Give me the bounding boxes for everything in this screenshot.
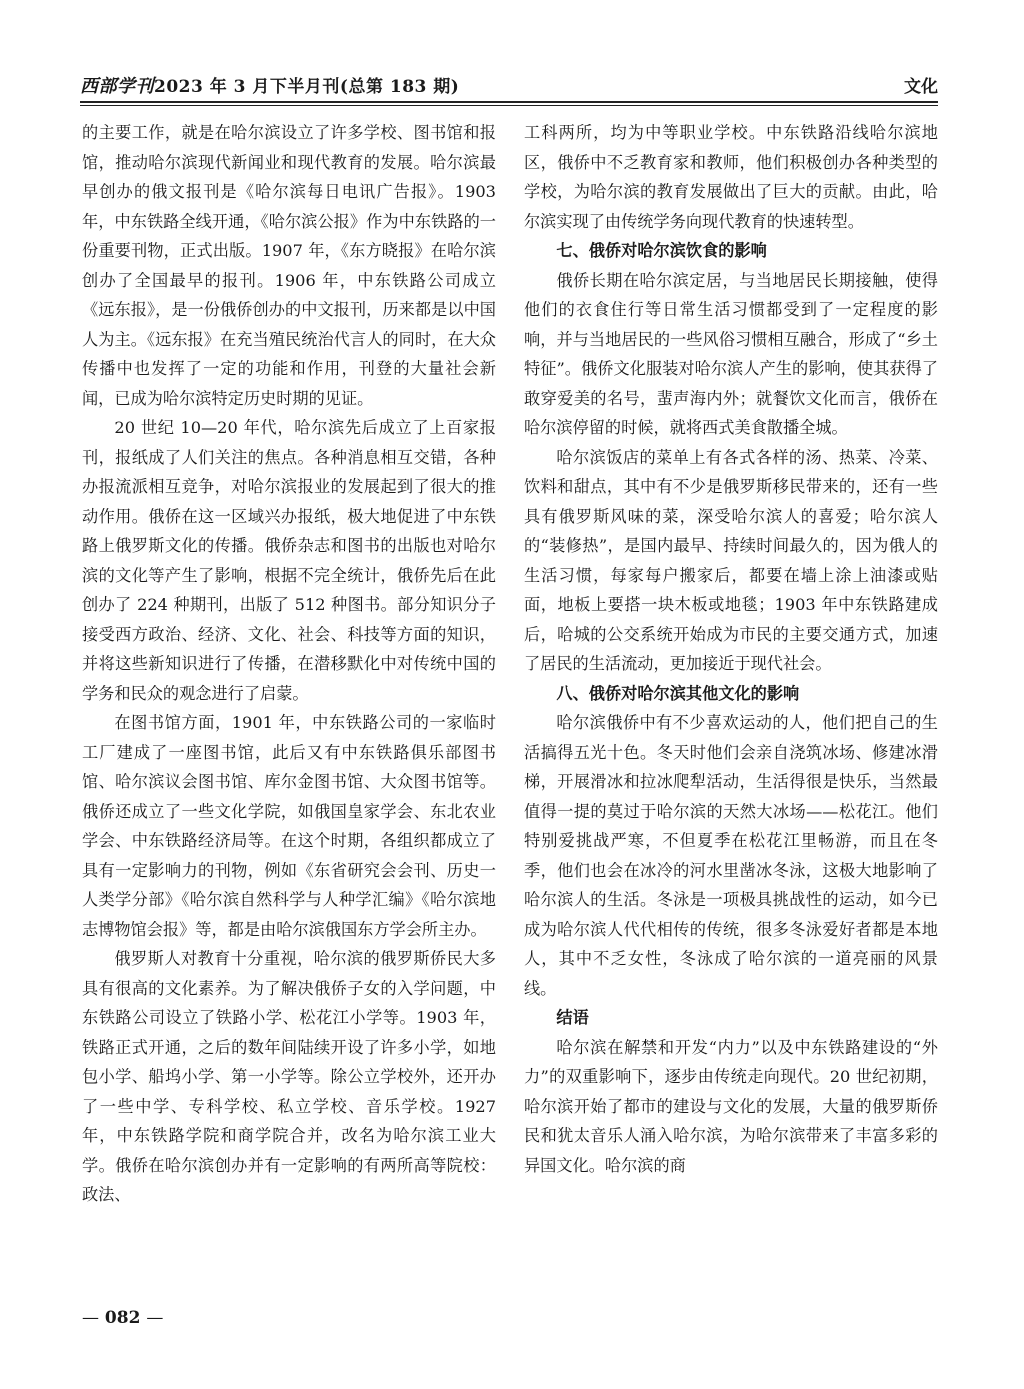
footer-dash-left: — — [82, 1308, 99, 1328]
section-heading: 八、俄侨对哈尔滨其他文化的影响 — [556, 683, 800, 703]
left-column — [82, 118, 496, 1308]
paragraph: 哈尔滨俄侨中有不少喜欢运动的人，他们把自己的生活搞得五光十色。冬天时他们会亲自浇筑冰场、修建冰滑梯，开展滑冰和拉冰爬犁活动，生活得很是快乐，当然最值得一提的莫过于哈尔滨的天然大冰场——松花江。他们特别爱挑战严寒，不但夏季在松花江里畅游，而且在冬季，他们也会在冰冷的河水里凿冰冬泳，这极大地影响了哈尔滨人的生活。冬泳是一项极具挑战性的运动，如今已成为哈尔滨人代代相传的传统，很多冬泳爱好者都是本地人，其中不乏女性，冬泳成了哈尔滨的一道亮丽的风景线。 — [524, 713, 938, 998]
section-label: 文化 — [904, 77, 938, 97]
footer-dash-right: — — [146, 1308, 164, 1328]
paragraph: 俄罗斯人对教育十分重视，哈尔滨的俄罗斯侨民大多具有很高的文化素养。为了解决俄侨子女的入学问题，中东铁路公司设立了铁路小学、松花江小学等。1903 年，铁路正式开通，之后的数年间陆续开设了许多小学，如地包小学、船坞小学、第一小学等。除公立学校外，还开办了一些中学、专科学校、私立学校、音乐学校。1927 年，中东铁路学院和商学院合并，改名为哈尔滨工业大学。俄侨在哈尔滨创办并有一定影响的有两所高等院校：政法、 — [82, 949, 496, 1204]
paragraph: 俄侨长期在哈尔滨定居，与当地居民长期接触，使得他们的衣食住行等日常生活习惯都受到了一定程度的影响，并与当地居民的一些风俗习惯相互融合，形成了“乡土特征”。俄侨文化服装对哈尔滨人产生的影响，使其获得了敢穿爱美的名号，蜚声海内外；就餐饮文化而言，俄侨在哈尔滨停留的时候，就将西式美食散播全城。 — [524, 270, 938, 437]
header-rule-thin — [80, 105, 938, 106]
paragraph: 工科两所，均为中等职业学校。中东铁路沿线哈尔滨地区，俄侨中不乏教育家和教师，他们积极创办各种类型的学校，为哈尔滨的教育发展做出了巨大的贡献。由此，哈尔滨实现了由传统学务向现代教育的快速转型。 — [524, 123, 938, 231]
paragraph: 哈尔滨在解禁和开发“内力”以及中东铁路建设的“外力”的双重影响下，逐步由传统走向现代。20 世纪初期，哈尔滨开始了都市的建设与文化的发展，大量的俄罗斯侨民和犹太音乐人涌入哈尔滨，为哈尔滨带来了丰富多彩的异国文化。哈尔滨的商 — [524, 1037, 938, 1175]
paragraph: 哈尔滨饭店的菜单上有各式各样的汤、热菜、冷菜、饮料和甜点，其中有不少是俄罗斯移民带来的，还有一些具有俄罗斯风味的菜，深受哈尔滨人的喜爱；哈尔滨人的“装修热”，是国内最早、持续时间最久的，因为俄人的生活习惯，每家每户搬家后，都要在墙上涂上油漆或贴面，地板上要搭一块木板或地毯；1903 年中东铁路建成后，哈城的公交系统开始成为市民的主要交通方式，加速了居民的生活流动，更加接近于现代社会。 — [524, 447, 938, 673]
page-footer — [82, 1308, 163, 1328]
section-heading: 七、俄侨对哈尔滨饮食的影响 — [556, 241, 767, 260]
issue-info: 2023 年 3 月下半月刊(总第 183 期) — [154, 77, 460, 97]
section-heading: 结语 — [556, 1008, 589, 1027]
journal-logo: 西部学刊 — [80, 76, 154, 96]
paragraph: 的主要工作，就是在哈尔滨设立了许多学校、图书馆和报馆，推动哈尔滨现代新闻业和现代教育的发展。哈尔滨最早创办的俄文报刊是《哈尔滨每日电讯广告报》。1903 年，中东铁路全线开通，《哈尔滨公报》作为中东铁路的一份重要刊物，正式出版。1907 年，《东方晓报》在哈尔滨创办了全国最早的报刊。1906 年，中东铁路公司成立《远东报》，是一份俄侨创办的中文报刊，历来都是以中国人为主。《远东报》在充当殖民统治代言人的同时，在大众传播中也发挥了一定的功能和作用，刊登的大量社会新闻，已成为哈尔滨特定历史时期的见证。 — [82, 123, 496, 408]
paragraph: 20 世纪 10—20 年代，哈尔滨先后成立了上百家报刊，报纸成了人们关注的焦点。各种消息相互交错，各种办报流派相互竞争，对哈尔滨报业的发展起到了很大的推动作用。俄侨在这一区域兴办报纸，极大地促进了中东铁路上俄罗斯文化的传播。俄侨杂志和图书的出版也对哈尔滨的文化等产生了影响，根据不完全统计，俄侨先后在此创办了 224 种期刊，出版了 512 种图书。部分知识分子接受西方政治、经济、文化、社会、科技等方面的知识，并将这些新知识进行了传播，在潜移默化中对传统中国的学务和民众的观念进行了启蒙。 — [82, 418, 496, 703]
page-number: 082 — [104, 1308, 141, 1328]
paragraph: 在图书馆方面，1901 年，中东铁路公司的一家临时工厂建成了一座图书馆，此后又有中东铁路俱乐部图书馆、哈尔滨议会图书馆、库尔金图书馆、大众图书馆等。俄侨还成立了一些文化学院，如俄国皇家学会、东北农业学会、中东铁路经济局等。在这个时期，各组织都成立了具有一定影响力的刊物，例如《东省研究会会刊、历史一人类学分部》《哈尔滨自然科学与人种学汇编》《哈尔滨地志博物馆会报》等，都是由哈尔滨俄国东方学会所主办。 — [82, 713, 496, 939]
right-column — [524, 118, 938, 1308]
journal-masthead — [80, 72, 459, 98]
header-rule-thick — [80, 101, 938, 103]
page-header — [80, 72, 938, 100]
